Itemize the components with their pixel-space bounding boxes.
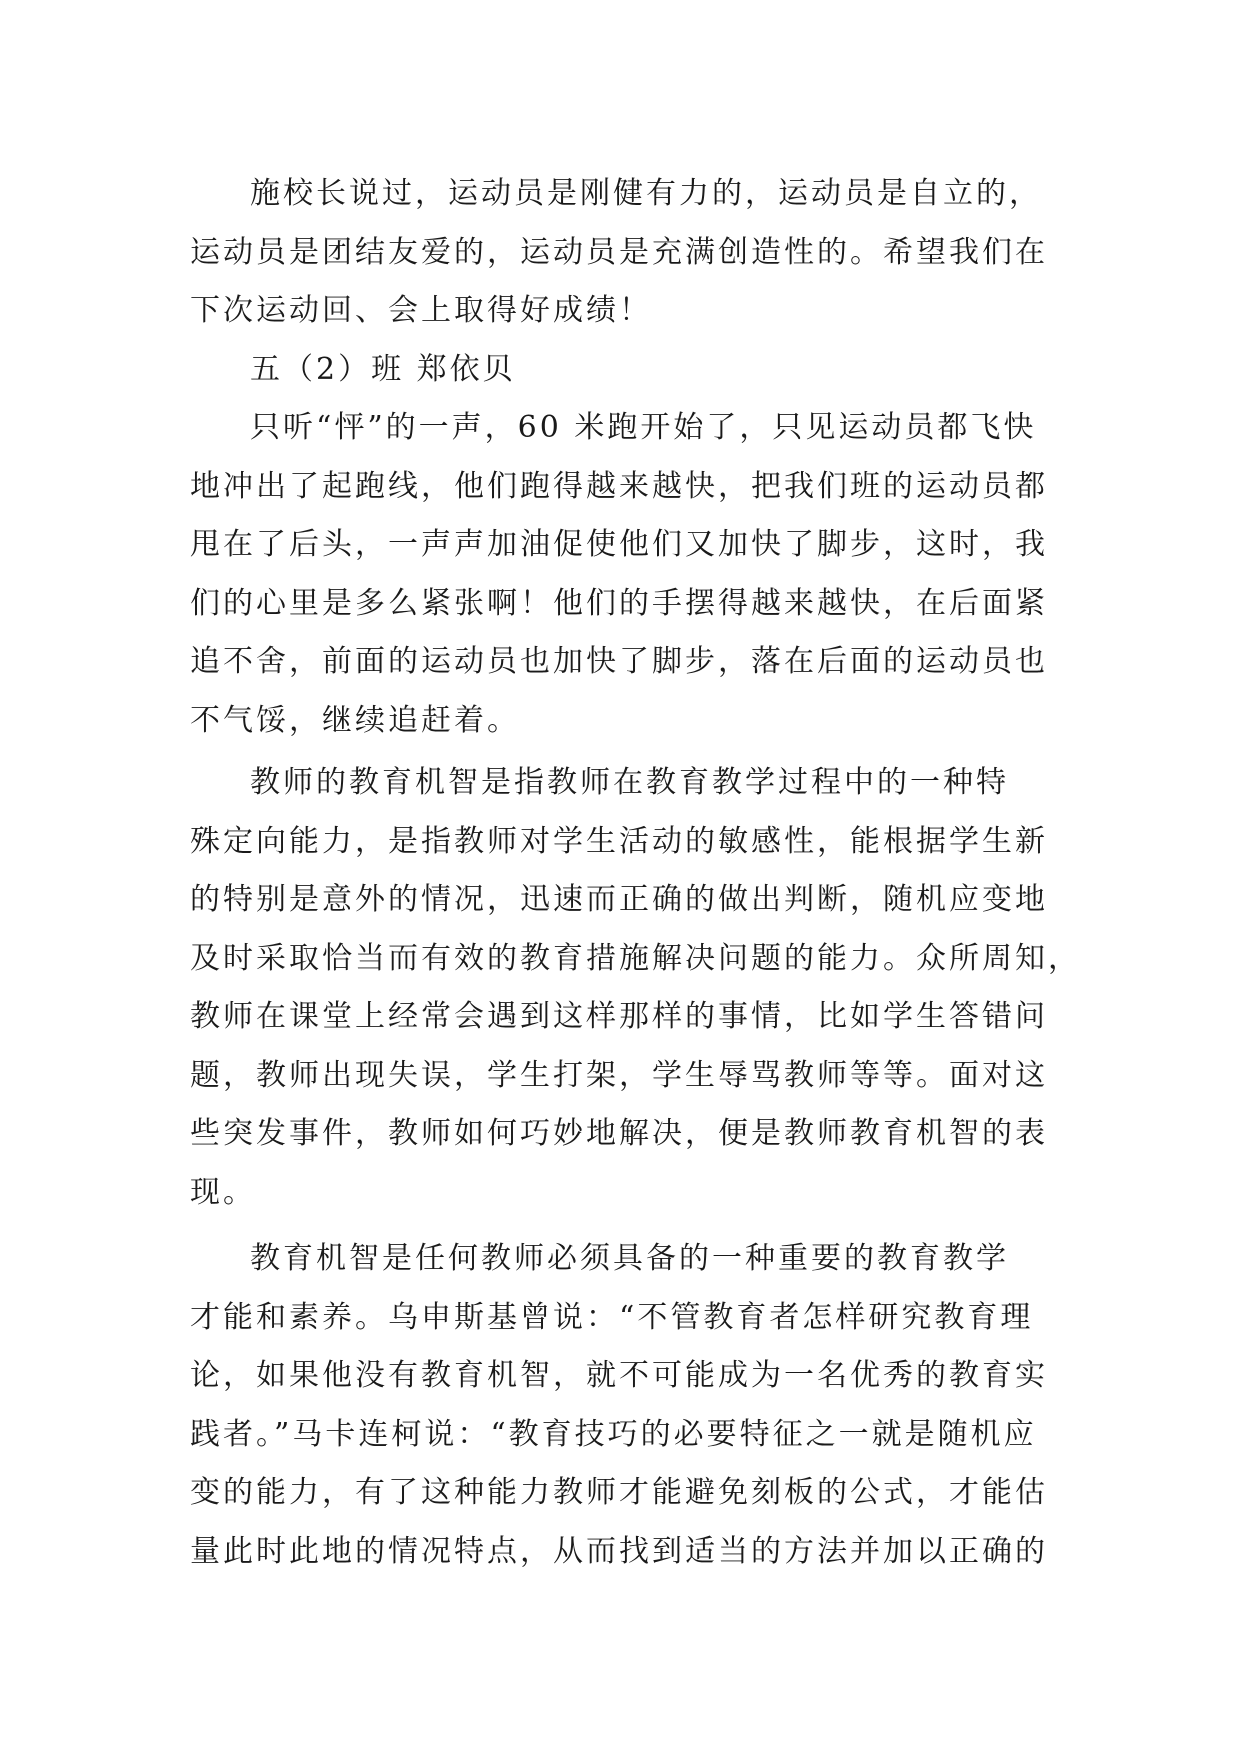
paragraph-principal-quote xyxy=(190,165,1050,341)
text-line: 的特别是意外的情况，迅速而正确的做出判断，随机应变地 xyxy=(190,882,1048,917)
text-line: 运动员是团结友爱的，运动员是充满创造性的。希望我们在 xyxy=(190,234,1048,270)
text-line: 下次运动回、会上取得好成绩！ xyxy=(190,293,652,328)
text-line: 及时采取恰当而有效的教育措施解决问题的能力。众所周知， xyxy=(190,940,1081,976)
text-line: 地冲出了起跑线，他们跑得越来越快，把我们班的运动员都 xyxy=(190,468,1048,504)
text-line: 只听“怦”的一声，60 米跑开始了，只见运动员都飞快 xyxy=(250,410,1037,445)
text-line: 教师的教育机智是指教师在教育教学过程中的一种特 xyxy=(250,765,1009,800)
paragraph-race xyxy=(190,399,1050,750)
text-line: 现。 xyxy=(190,1174,256,1210)
text-line: 践者。”马卡连柯说：“教育技巧的必要特征之一就是随机应 xyxy=(190,1416,1037,1452)
text-line: 不气馁，继续追赶着。 xyxy=(190,702,520,738)
text-line: 些突发事件，教师如何巧妙地解决，便是教师教育机智的表 xyxy=(190,1116,1048,1151)
text-line: 题，教师出现失误，学生打架，学生辱骂教师等等。面对这 xyxy=(190,1057,1048,1093)
text-line: 量此时此地的情况特点，从而找到适当的方法并加以正确的 xyxy=(190,1533,1048,1569)
text-line: 教师在课堂上经常会遇到这样那样的事情，比如学生答错问 xyxy=(190,999,1048,1034)
text-line: 们的心里是多么紧张啊！他们的手摆得越来越快，在后面紧 xyxy=(190,585,1048,621)
paragraph-essential-skill xyxy=(190,1230,1050,1581)
paragraph-teaching-wisdom xyxy=(190,754,1081,1222)
text-line: 殊定向能力，是指教师对学生活动的敏感性，能根据学生新 xyxy=(190,823,1048,859)
text-line: 教育机智是任何教师必须具备的一种重要的教育教学 xyxy=(250,1241,1009,1276)
text-line: 施校长说过，运动员是刚健有力的，运动员是自立的， xyxy=(250,176,1042,211)
spacer xyxy=(190,1222,1050,1230)
text-line: 五（2）班 郑依贝 xyxy=(250,351,516,387)
text-line: 追不舍，前面的运动员也加快了脚步，落在后面的运动员也 xyxy=(190,644,1048,679)
document-body xyxy=(190,165,1081,1581)
text-line: 论，如果他没有教育机智，就不可能成为一名优秀的教育实 xyxy=(190,1358,1048,1393)
text-line: 才能和素养。乌申斯基曾说：“不管教育者怎样研究教育理 xyxy=(190,1299,1034,1335)
author-line xyxy=(190,341,1050,400)
text-line: 变的能力，有了这种能力教师才能避免刻板的公式，才能估 xyxy=(190,1475,1048,1510)
text-line: 甩在了后头，一声声加油促使他们又加快了脚步，这时，我 xyxy=(190,527,1048,562)
